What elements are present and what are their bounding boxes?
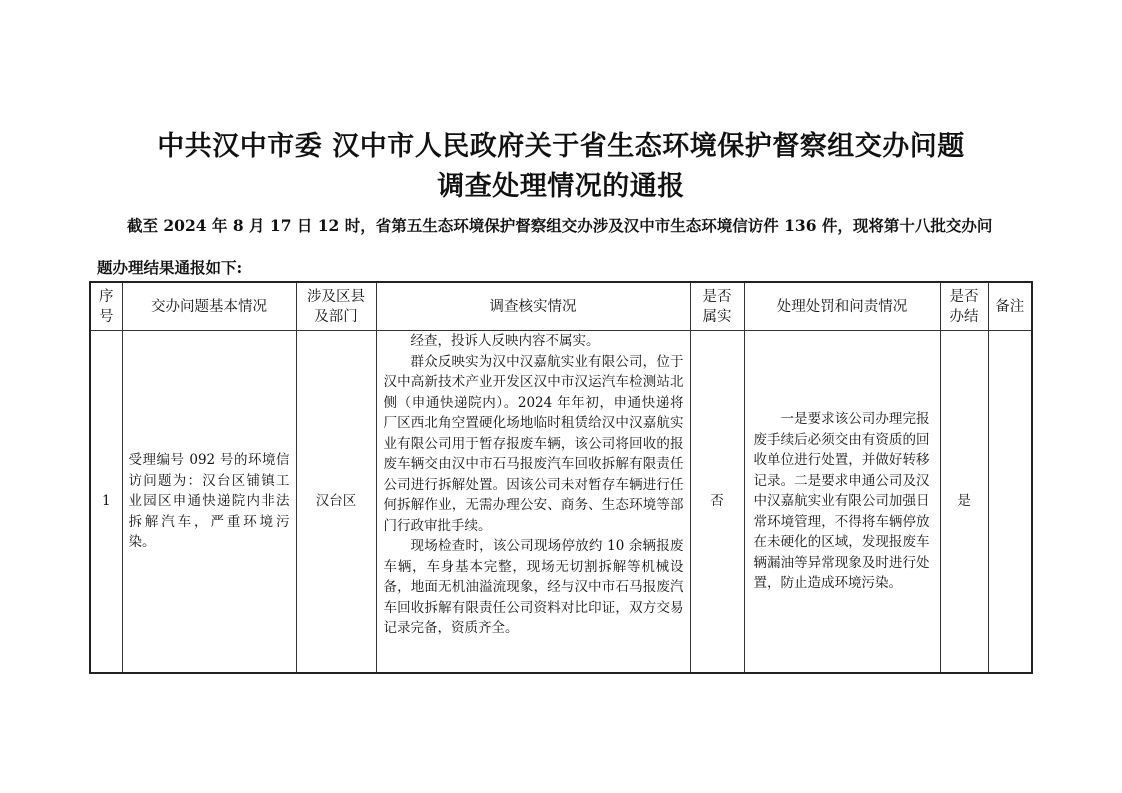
table-row bbox=[90, 331, 1032, 674]
document-title-line2: 调查处理情况的通报 bbox=[437, 171, 685, 202]
header-verified: 是否 属实 bbox=[690, 282, 744, 331]
cell-remarks bbox=[988, 331, 1032, 674]
investigation-paragraph-1: 经查，投诉人反映内容不属实。 bbox=[410, 333, 600, 349]
header-punishment: 处理处罚和问责情况 bbox=[744, 282, 940, 331]
cell-department: 汉台区 bbox=[296, 331, 376, 674]
investigation-paragraph-2: 群众反映实为汉中汉嘉航实业有限公司，位于汉中高新技术产业开发区汉中市汉运汽车检测站北侧（申通快递院内）。2024 年年初，申通快递将厂区西北角空置硬化场地临时租赁给汉中汉嘉航实业有限公司用于暂存报废车辆，该公司将回收的报废车辆交由汉中市石马报废汽车回收拆解有限责任公司进行拆解处置。因该公司未对暂存车辆进行任何拆解作业，无需办理公安、商务、生态环境等部门行政审批手续。 bbox=[383, 353, 684, 534]
header-department: 涉及区县 及部门 bbox=[296, 282, 376, 331]
cell-seq: 1 bbox=[90, 331, 122, 674]
header-investigation: 调查核实情况 bbox=[376, 282, 690, 331]
header-closed: 是否 办结 bbox=[940, 282, 988, 331]
punishment-text: 一是要求该公司办理完报废手续后必须交由有资质的回收单位进行处置，并做好转移记录。二是要求申通公司及汉中汉嘉航实业有限公司加强日常环境管理，不得将车辆停放在未硬化的区域，发现报废车辆漏油等异常现象及时进行处置，防止造成环境污染。 bbox=[753, 411, 930, 592]
document-title-line1: 中共汉中市委 汉中市人民政府关于省生态环境保护督察组交办问题 bbox=[157, 131, 965, 162]
cell-punishment bbox=[744, 331, 940, 674]
investigation-paragraph-3: 现场检查时，该公司现场停放约 10 余辆报废车辆，车身基本完整，现场无切割拆解等机械设备，地面无机油溢流现象，经与汉中市石马报废汽车回收拆解有限责任公司资料对比印证，双方交易记录完备，资质齐全。 bbox=[383, 538, 684, 636]
cell-verified: 否 bbox=[690, 331, 744, 674]
header-basic-info: 交办问题基本情况 bbox=[122, 282, 296, 331]
report-table bbox=[89, 281, 1033, 674]
intro-text-line2: 题办理结果通报如下: bbox=[97, 258, 243, 277]
cell-closed: 是 bbox=[940, 331, 988, 674]
header-seq: 序 号 bbox=[90, 282, 122, 331]
cell-basic-info: 受理编号 092 号的环境信访问题为：汉台区铺镇工业园区申通快递院内非法拆解汽车，严重环境污染。 bbox=[122, 331, 296, 674]
table-header-row bbox=[90, 282, 1032, 331]
cell-investigation bbox=[376, 331, 690, 674]
intro-text-line1: 截至 2024 年 8 月 17 日 12 时，省第五生态环境保护督察组交办涉及汉中市生态环境信访件 136 件，现将第十八批交办问 bbox=[127, 216, 993, 235]
header-remarks: 备注 bbox=[988, 282, 1032, 331]
